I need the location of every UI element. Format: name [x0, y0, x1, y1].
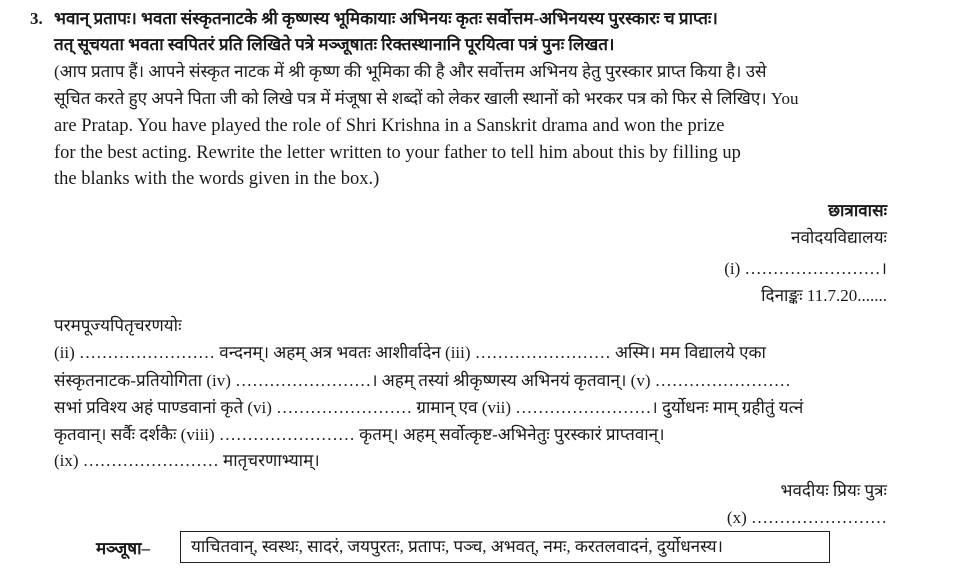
question-number: 3. [30, 9, 43, 28]
sanskrit-instruction-1: भवान् प्रतापः। भवता संस्कृतनाटके श्री कृष्णस्य भूमिकायाः अभिनयः कृतः सर्वोत्तम-अभिनयस्य पुरस्कारः च प्राप्तः। [54, 9, 718, 28]
english-instruction-1: are Pratap. You have played the role of Shri Krishna in a Sanskrit drama and won the prize [54, 116, 725, 136]
sanskrit-instruction-2: तत् सूचयता भवता स्वपितरं प्रति लिखिते पत्रे मञ्जूषातः रिक्तस्थानानि पूरयित्वा पत्रं पुनः लिखत। [54, 35, 615, 54]
salutation: परमपूज्यपितृचरणयोः [54, 316, 182, 335]
closing: भवदीयः प्रियः पुत्रः [780, 481, 887, 500]
english-instruction-3: the blanks with the words given in the box.) [54, 169, 380, 189]
manjusha-word-box: याचितवान्, स्वस्थः, सादरं, जयपुरतः, प्रतापः, पञ्च, अभवत्, नमः, करतलवादनं, दुर्योधनस्य। [180, 531, 830, 563]
letter-body-4: कृतवान्। सर्वैः दर्शकैः (viii) …………………… कृतम्। अहम् सर्वोत्कृष्ट-अभिनेतुः पुरस्कारं प्राप्तवान्। [54, 425, 665, 444]
letter-body-5: (ix) …………………… मातृचरणाभ्याम्। [54, 451, 320, 470]
letter-body-2: संस्कृतनाटक-प्रतियोगिता (iv) ……………………। अहम् तस्यां श्रीकृष्णस्य अभिनयं कृतवान्। (v) …………………… [54, 371, 791, 390]
hindi-instruction-1: (आप प्रताप हैं। आपने संस्कृत नाटक में श्री कृष्ण की भूमिका की है और सर्वोत्तम अभिनय हेतु पुरस्कार प्राप्त किया है। उसे [54, 62, 767, 81]
hindi-instruction-2: सूचित करते हुए अपने पिता जी को लिखे पत्र में मंजूषा से शब्दों को लेकर खाली स्थानों को भरकर पत्र को फिर से लिखिए। You [54, 89, 799, 108]
address-line-2: नवोदयविद्यालयः [791, 228, 887, 247]
manjusha-label: मञ्जूषा– [96, 539, 151, 558]
signature-blank: (x) …………………… [726, 508, 887, 527]
address-line-1: छात्रावासः [828, 201, 887, 220]
letter-date: दिनाङ्कः 11.7.20....... [761, 286, 887, 305]
letter-body-1: (ii) …………………… वन्दनम्। अहम् अत्र भवतः आशीर्वादेन (iii) …………………… अस्मि। मम विद्यालये एका [54, 343, 766, 362]
address-line-3: (i) ……………………। [724, 259, 887, 278]
english-instruction-2: for the best acting. Rewrite the letter written to your father to tell him about this by filling up [54, 143, 741, 163]
letter-body-3: सभां प्रविश्य अहं पाण्डवानां कृते (vi) …………………… ग्रामान् एव (vii) ……………………। दुर्योधनः माम् ग्रहीतुं यत्नं [54, 398, 804, 417]
